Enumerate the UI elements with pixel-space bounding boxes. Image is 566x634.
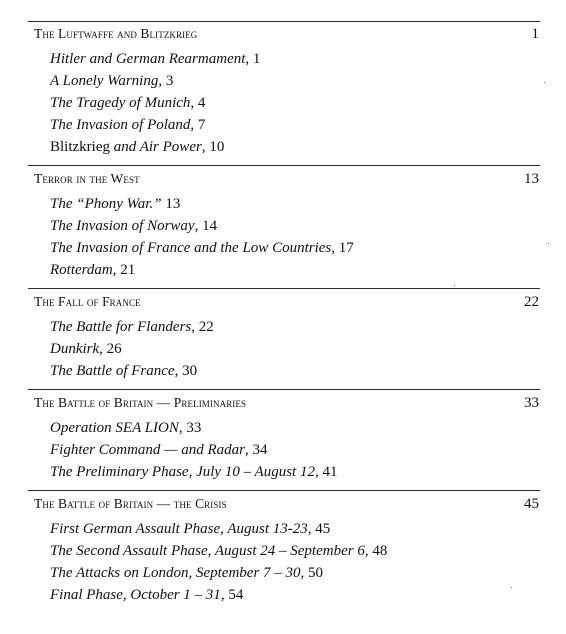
chapter-title: The Fall of France — [34, 294, 141, 309]
toc-entry: The Battle of France, 30 — [50, 363, 198, 379]
entry-page: 3 — [165, 73, 174, 89]
entry-title: Hitler and German Rearmament — [50, 51, 246, 67]
entry-title: Dunkirk — [50, 341, 100, 357]
entry-title-roman: Blitzkrieg — [50, 139, 110, 155]
entry-page: 30 — [182, 363, 198, 379]
chapter-divider — [28, 389, 540, 390]
entry-page: 54 — [228, 587, 244, 603]
toc-entry: The Invasion of Poland, 7 — [50, 117, 206, 133]
scan-speck — [511, 587, 512, 588]
entry-title-italic: and Air Power — [110, 139, 202, 155]
entry-page: 22 — [198, 319, 214, 335]
toc-entry: Operation SEA LION, 33 — [50, 420, 202, 436]
chapter-title: The Luftwaffe and Blitzkrieg — [34, 26, 198, 41]
chapter-divider — [28, 165, 540, 166]
toc-entry: A Lonely Warning, 3 — [50, 73, 174, 89]
entry-page: 26 — [106, 341, 122, 357]
entry-title: The Preliminary Phase, July 10 – August 12 — [50, 464, 315, 480]
entry-page: 17 — [338, 240, 354, 256]
entry-title: The Second Assault Phase, August 24 – September 6 — [50, 543, 365, 559]
chapter-page: 33 — [524, 395, 539, 411]
entry-page: 21 — [120, 262, 136, 278]
entry-page: 45 — [315, 521, 331, 537]
entry-page: 50 — [308, 565, 324, 581]
entry-title: Operation SEA LION — [50, 420, 179, 436]
entry-title: The Battle for Flanders — [50, 319, 192, 335]
chapter-title: The Battle of Britain — the Crisis — [34, 496, 227, 511]
entry-title: Rotterdam — [50, 262, 113, 278]
entry-page: 48 — [372, 543, 388, 559]
toc-entry: Dunkirk, 26 — [50, 341, 122, 357]
entry-page: 41 — [322, 464, 338, 480]
entry-title: First German Assault Phase, August 13-23 — [50, 521, 308, 537]
entry-title: The Battle of France — [50, 363, 175, 379]
chapter-page: 1 — [531, 26, 539, 42]
chapter-divider — [28, 288, 540, 289]
entry-title: Final Phase, October 1 – 31 — [50, 587, 221, 603]
entry-page: 33 — [186, 420, 202, 436]
entry-page: 34 — [252, 442, 268, 458]
entry-title: A Lonely Warning — [50, 73, 159, 89]
toc-entry: The Invasion of Norway, 14 — [50, 218, 218, 234]
entry-title: The Invasion of France and the Low Countries — [50, 240, 332, 256]
toc-entry: The Second Assault Phase, August 24 – September 6, 48 — [50, 543, 388, 559]
toc-entry: The Attacks on London, September 7 – 30, 50 — [50, 565, 324, 581]
chapter-divider — [28, 490, 540, 491]
entry-title: The Attacks on London, September 7 – 30 — [50, 565, 301, 581]
entry-title: Fighter Command — and Radar — [50, 442, 245, 458]
toc-entry: First German Assault Phase, August 13-23, 45 — [50, 521, 331, 537]
chapter-page: 22 — [524, 294, 539, 310]
entry-page: 1 — [252, 51, 261, 67]
chapter-title: The Battle of Britain — Preliminaries — [34, 395, 247, 410]
entry-page: 10 — [209, 139, 225, 155]
chapter-title: Terror in the West — [34, 171, 140, 186]
toc-entry: The Battle for Flanders, 22 — [50, 319, 214, 335]
toc-entry: The Tragedy of Munich, 4 — [50, 95, 206, 111]
entry-page: 13 — [165, 196, 181, 212]
scan-speck — [544, 82, 545, 83]
toc-entry: Fighter Command — and Radar, 34 — [50, 442, 268, 458]
toc-entry: The Preliminary Phase, July 10 – August 12, 41 — [50, 464, 338, 480]
entry-title: The Invasion of Norway — [50, 218, 195, 234]
entry-page: 7 — [197, 117, 206, 133]
toc-entry: Hitler and German Rearmament, 1 — [50, 51, 261, 67]
toc-entry — [50, 195, 180, 213]
toc-entry: Final Phase, October 1 – 31, 54 — [50, 587, 244, 603]
scan-speck — [454, 285, 455, 286]
chapter-divider — [28, 21, 540, 22]
chapter-page: 13 — [524, 171, 539, 187]
chapter-page: 45 — [524, 496, 539, 512]
toc-entry: Blitzkrieg and Air Power, 10 — [50, 139, 225, 155]
toc-entry: Rotterdam, 21 — [50, 262, 136, 278]
scan-speck — [548, 243, 549, 244]
toc-entry: The Invasion of France and the Low Countries, 17 — [50, 240, 354, 256]
entry-title — [50, 139, 202, 155]
entry-title: The Invasion of Poland — [50, 117, 191, 133]
entry-page: 4 — [197, 95, 206, 111]
entry-title: The “Phony War.” — [50, 196, 162, 212]
entry-title: The Tragedy of Munich — [50, 95, 191, 111]
entry-page: 14 — [202, 218, 218, 234]
